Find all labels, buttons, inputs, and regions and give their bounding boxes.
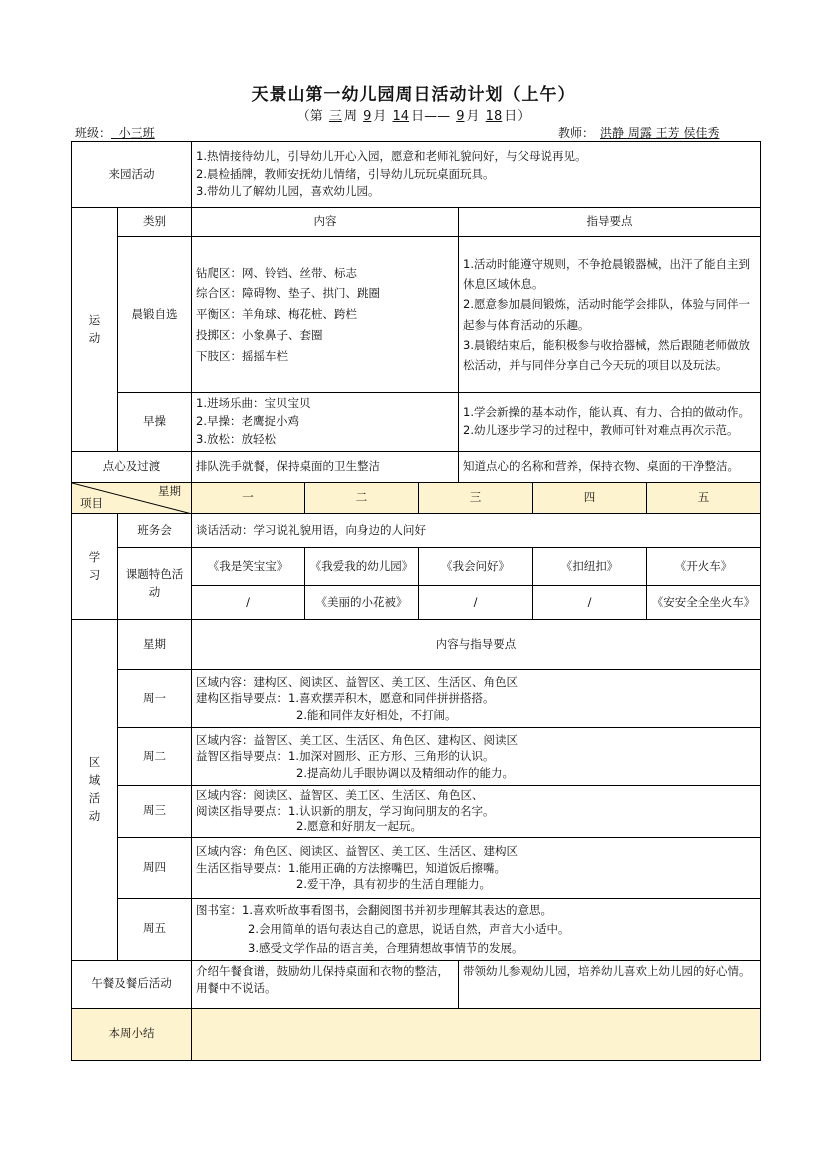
lunch-content: 介绍午餐食谱，鼓励幼儿保持桌面和衣物的整洁，用餐中不说话。 — [192, 960, 459, 1008]
areas-label — [72, 620, 118, 961]
zone-item: 投掷区：小象鼻子、套圈 — [196, 327, 323, 342]
theme-cell: 《美丽的小花被》 — [305, 586, 419, 620]
area-line: 生活区指导要点：1.能用正确的方法擦嘴巴，知道饭后擦嘴。 — [196, 860, 506, 875]
theme-row-1 — [72, 548, 761, 586]
area-day-label: 周五 — [118, 898, 192, 960]
arrival-item: 2.晨检插牌，教师安抚幼儿情绪，引导幼儿玩玩桌面玩具。 — [196, 166, 495, 181]
areas-col-day: 星期 — [118, 620, 192, 670]
day-word: 日） — [504, 109, 531, 124]
arrival-item: 3.带幼儿了解幼儿园，喜欢幼儿园。 — [196, 184, 380, 199]
area-line: 2.提高幼儿手眼协调以及精细动作的能力。 — [296, 765, 514, 780]
areas-label-char: 动 — [88, 808, 101, 823]
week-prefix: （第 — [296, 109, 323, 124]
area-line: 2.愿意和好朋友一起玩。 — [296, 819, 422, 834]
class-value-text: 小三班 — [118, 126, 155, 140]
theme-cell: 《扣纽扣》 — [533, 548, 647, 586]
area-day-content — [192, 786, 761, 838]
area-day-content — [192, 670, 761, 728]
drill-item: 2.早操：老鹰捉小鸡 — [196, 414, 299, 429]
area-day-row — [72, 786, 761, 838]
snack-label: 点心及过渡 — [72, 452, 192, 483]
area-line: 益智区指导要点：1.加深对圆形、正方形、三角形的认识。 — [196, 749, 495, 764]
area-line: 区域内容：角色区、阅读区、益智区、美工区、生活区、建构区 — [196, 844, 518, 859]
theme-cell: 《我会问好》 — [419, 548, 533, 586]
guide-item: 2.愿意参加晨间锻炼，活动时能学会排队，体验与同伴一起参与体育活动的乐趣。 — [463, 297, 750, 332]
class-meeting-content: 谈话活动：学习说礼貌用语，向身边的人问好 — [192, 514, 761, 548]
month-word: 月 — [466, 109, 480, 124]
theme-cell: / — [533, 586, 647, 620]
summary-label: 本周小结 — [72, 1008, 192, 1060]
lunch-row — [72, 960, 761, 1008]
drill-label: 早操 — [118, 393, 192, 452]
teacher-label: 教师： — [558, 126, 595, 140]
class-value — [111, 124, 221, 141]
area-line: 区域内容：益智区、美工区、生活区、角色区、建构区、阅读区 — [196, 733, 518, 748]
weekday-1: 一 — [192, 483, 305, 514]
areas-col-content: 内容与指导要点 — [192, 620, 761, 670]
sport-header-row — [72, 208, 761, 237]
start-month: 9 — [363, 109, 372, 124]
snack-row — [72, 452, 761, 483]
snack-content: 排队洗手就餐，保持桌面的卫生整洁 — [192, 452, 459, 483]
snack-guide: 知道点心的名称和营养，保持衣物、桌面的干净整洁。 — [459, 452, 761, 483]
class-info — [75, 124, 221, 141]
morning-exercise-guide — [459, 237, 761, 393]
area-day-label: 周二 — [118, 728, 192, 786]
area-line: 区域内容：阅读区、益智区、美工区、生活区、角色区、 — [196, 788, 484, 802]
activity-plan-table — [71, 141, 761, 1061]
weekday-4: 四 — [533, 483, 647, 514]
area-day-row — [72, 670, 761, 728]
month-word: 月 — [373, 109, 387, 124]
guide-item: 1.活动时能遵守规则，不争抢晨锻器械，出汗了能自主到休息区域休息。 — [463, 257, 750, 292]
theme-cell: 《安安全全坐火车》 — [647, 586, 761, 620]
study-label — [72, 514, 118, 620]
day-word: 日—— — [411, 109, 451, 124]
area-line: 建构区指导要点：1.喜欢摆弄积木，愿意和同伴拼拼搭搭。 — [196, 691, 495, 706]
arrival-row — [72, 142, 761, 208]
week-number: 三 — [328, 109, 342, 124]
drill-guide-item: 1.学会新操的基本动作，能认真、有力、合拍的做动作。 — [463, 405, 750, 420]
study-label-char: 学 — [88, 549, 101, 564]
corner-top-label: 星期 — [158, 484, 181, 498]
sport-label-char: 动 — [88, 330, 101, 345]
weekday-5: 五 — [647, 483, 761, 514]
area-line: 阅读区指导要点：1.认识新的朋友，学习询问朋友的名字。 — [196, 803, 495, 818]
areas-label-char: 域 — [88, 772, 101, 787]
col-type: 类别 — [118, 208, 192, 237]
zone-item: 平衡区：羊角球、梅花桩、跨栏 — [196, 307, 357, 322]
page-title: 天景山第一幼儿园周日活动计划（上午） — [251, 85, 576, 105]
zone-item: 综合区：障碍物、垫子、拱门、跳圈 — [196, 286, 380, 301]
week-word: 周 — [343, 109, 357, 124]
arrival-content — [192, 142, 761, 208]
summary-row — [72, 1008, 761, 1060]
theme-cell: / — [419, 586, 533, 620]
area-line: 3.感受文学作品的语言美，合理猜想故事情节的发展。 — [248, 940, 524, 955]
area-day-content — [192, 728, 761, 786]
area-line: 2.能和同伴友好相处，不打闹。 — [296, 707, 457, 722]
weekday-corner — [72, 483, 192, 514]
summary-content — [192, 1008, 761, 1060]
end-day: 18 — [485, 109, 503, 124]
weekday-3: 三 — [419, 483, 533, 514]
weekday-2: 二 — [305, 483, 419, 514]
morning-exercise-row — [72, 237, 761, 393]
morning-exercise-label: 晨锻自选 — [118, 237, 192, 393]
area-day-content — [192, 837, 761, 898]
end-month: 9 — [456, 109, 465, 124]
theme-cell: 《开火车》 — [647, 548, 761, 586]
area-day-label: 周一 — [118, 670, 192, 728]
drill-guide — [459, 393, 761, 452]
theme-cell: / — [192, 586, 305, 620]
lunch-guide: 带领幼儿参观幼儿园，培养幼儿喜欢上幼儿园的好心情。 — [459, 960, 761, 1008]
arrival-label: 来园活动 — [72, 142, 192, 208]
class-meeting-label: 班务会 — [118, 514, 192, 548]
study-label-char: 习 — [88, 567, 101, 582]
class-meeting-row — [72, 514, 761, 548]
areas-label-char: 区 — [88, 755, 101, 770]
theme-cell: 《我是笑宝宝》 — [192, 548, 305, 586]
lunch-label: 午餐及餐后活动 — [72, 960, 192, 1008]
area-day-content — [192, 898, 761, 960]
area-line: 图书室：1.喜欢听故事看图书，会翻阅图书并初步理解其表达的意思。 — [196, 902, 552, 917]
morning-exercise-content — [192, 237, 459, 393]
teacher-info — [558, 124, 725, 141]
area-day-row — [72, 898, 761, 960]
area-day-row — [72, 837, 761, 898]
sport-label — [72, 208, 118, 452]
area-day-label: 周三 — [118, 786, 192, 838]
drill-row — [72, 393, 761, 452]
area-line: 2.爱干净，具有初步的生活自理能力。 — [296, 876, 491, 891]
col-guide: 指导要点 — [459, 208, 761, 237]
drill-content — [192, 393, 459, 452]
area-line: 区域内容：建构区、阅读区、益智区、美工区、生活区、角色区 — [196, 675, 518, 690]
class-label: 班级： — [75, 126, 112, 140]
teacher-value: 洪静 周露 王芳 侯佳秀 — [600, 126, 720, 140]
theme-cell: 《我爱我的幼儿园》 — [305, 548, 419, 586]
drill-item: 3.放松：放轻松 — [196, 431, 276, 446]
drill-item: 1.进场乐曲：宝贝宝贝 — [196, 396, 311, 411]
drill-guide-item: 2.幼儿逐步学习的过程中，教师可针对难点再次示范。 — [463, 423, 739, 437]
areas-header-row — [72, 620, 761, 670]
area-day-label: 周四 — [118, 837, 192, 898]
zone-item: 下肢区：摇摇车栏 — [196, 348, 288, 363]
col-content: 内容 — [192, 208, 459, 237]
area-line: 2.会用简单的语句表达自己的意思，说话自然，声音大小适中。 — [248, 921, 570, 936]
arrival-item: 1.热情接待幼儿，引导幼儿开心入园，愿意和老师礼貌问好，与父母说再见。 — [196, 148, 587, 163]
week-range — [0, 105, 827, 124]
area-day-row — [72, 728, 761, 786]
guide-item: 3.晨锻结束后，能积极参与收拾器械，然后跟随老师做放松活动，并与同伴分享自己今天玩的项目以及玩法。 — [463, 337, 750, 372]
weekday-header-row — [72, 483, 761, 514]
sport-label-char: 运 — [88, 312, 101, 327]
theme-label: 课题特色活动 — [118, 548, 192, 620]
zone-item: 钻爬区：网、铃铛、丝带、标志 — [196, 265, 357, 280]
start-day: 14 — [392, 109, 410, 124]
corner-bottom-label: 项目 — [80, 496, 103, 511]
areas-label-char: 活 — [88, 790, 101, 805]
